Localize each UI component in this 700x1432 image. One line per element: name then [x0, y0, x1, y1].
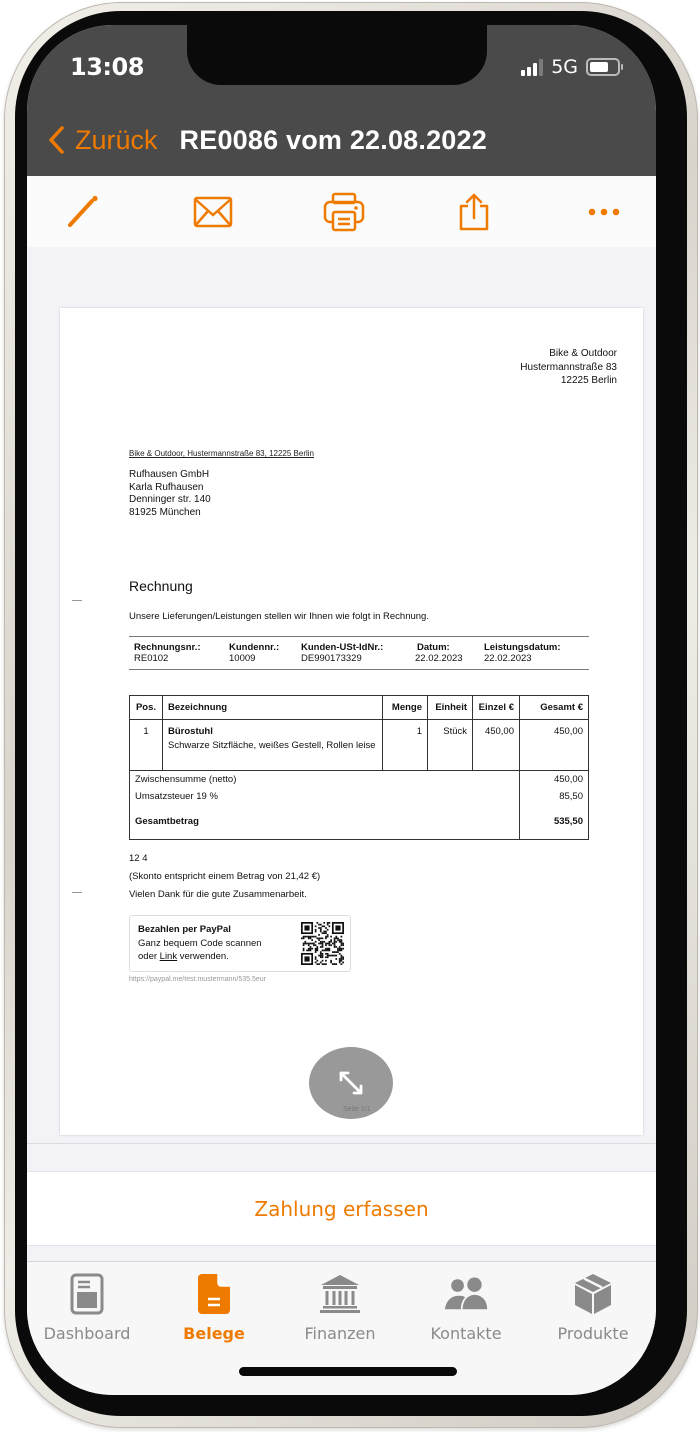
status-time: 13:08 [70, 53, 144, 81]
col-unitprice-header: Einzel € [473, 696, 520, 719]
cell-unit-price: 450,00 [473, 720, 520, 770]
record-payment-button[interactable]: Zahlung erfassen [254, 1196, 429, 1221]
tab-label: Finanzen [304, 1324, 376, 1343]
tab-dashboard[interactable] [27, 1272, 147, 1343]
dashboard-icon [70, 1273, 104, 1315]
tab-produkte[interactable] [533, 1272, 653, 1343]
paypal-title: Bezahlen per PayPal [138, 924, 231, 935]
invoice-meta-table [129, 636, 589, 670]
col-unit-header: Einheit [428, 696, 473, 719]
email-button[interactable] [191, 190, 235, 234]
totals-block [130, 771, 588, 839]
battery-level [590, 62, 608, 72]
meta-service-date: Leistungsdatum: 22.02.2023 [484, 642, 561, 664]
payment-terms: 12 4 [129, 853, 148, 864]
sender-street: Hustermannstraße 83 [520, 361, 617, 373]
tab-label: Belege [183, 1324, 245, 1343]
edit-button[interactable] [61, 190, 105, 234]
fold-mark [72, 600, 82, 601]
document-preview[interactable] [27, 247, 656, 1143]
envelope-icon [193, 196, 233, 228]
battery-icon [586, 58, 620, 76]
cell-total: 450,00 [553, 726, 583, 737]
col-pos-header: Pos. [130, 696, 163, 719]
payment-action-bar [27, 1171, 656, 1246]
chevron-left-icon [47, 125, 65, 155]
pencil-icon [66, 195, 100, 229]
paypal-box: Bezahlen per PayPal Ganz bequem Code scannen oder Link verwenden. [129, 915, 351, 972]
col-desc-header: Bezeichnung [163, 696, 383, 719]
tab-label: Kontakte [430, 1324, 502, 1343]
sender-city: 12225 Berlin [560, 375, 617, 386]
page-indicator: Seite 1/1 [343, 1106, 371, 1113]
subtotal-label: Zwischensumme (netto) [135, 774, 237, 785]
share-button[interactable] [452, 190, 496, 234]
meta-invoice-no: Rechnungsnr.: RE0102 [134, 642, 201, 664]
subtotal-value: 450,00 [553, 774, 583, 785]
intro-text: Unsere Lieferungen/Leistungen stellen wir Ihnen wie folgt in Rechnung. [129, 611, 429, 622]
col-total-header: Gesamt € [540, 702, 583, 713]
home-indicator[interactable] [239, 1367, 457, 1376]
cell-desc [163, 720, 383, 770]
page-title: RE0086 vom 22.08.2022 [179, 124, 487, 155]
tab-kontakte[interactable] [406, 1272, 526, 1343]
vat-value: 85,50 [559, 791, 583, 802]
app-screen [27, 25, 656, 1395]
sender-address [520, 347, 617, 388]
more-icon [587, 207, 621, 217]
fold-mark [72, 892, 82, 893]
notch [187, 25, 487, 85]
thanks-text: Vielen Dank für die gute Zusammenarbeit. [129, 889, 307, 900]
more-button[interactable] [582, 190, 626, 234]
document-toolbar [27, 176, 656, 247]
cell-qty: 1 [383, 720, 428, 770]
items-table [129, 695, 589, 840]
bank-icon [319, 1273, 361, 1315]
grand-total-label: Gesamtbetrag [135, 816, 199, 827]
item-description: Schwarze Sitzfläche, weißes Gestell, Rollen leise [168, 739, 376, 751]
col-qty-header: Menge [383, 696, 428, 719]
recipient-city: 81925 München [129, 506, 201, 518]
print-button[interactable] [322, 190, 366, 234]
share-icon [457, 192, 491, 232]
network-type: 5G [551, 56, 578, 78]
sender-name: Bike & Outdoor [549, 348, 617, 359]
back-button[interactable] [47, 125, 158, 156]
box-icon [573, 1272, 613, 1316]
recipient-person: Karla Rufhausen [129, 481, 204, 493]
back-label: Zurück [75, 124, 158, 155]
items-header-row [130, 696, 588, 720]
paypal-link[interactable]: Link [159, 951, 178, 962]
paypal-line1: Ganz bequem Code scannen [138, 937, 262, 949]
tab-label: Dashboard [43, 1324, 131, 1343]
signal-icon [521, 58, 543, 76]
recipient-street: Denninger str. 140 [129, 494, 211, 505]
document-icon [197, 1273, 231, 1315]
status-indicators [521, 56, 620, 78]
recipient-address [129, 469, 211, 519]
meta-vat-id: Kunden-USt-IdNr.: DE990173329 [301, 642, 384, 664]
tab-belege[interactable] [154, 1272, 274, 1343]
invoice-page [60, 308, 643, 1135]
meta-customer-no: Kundennr.: 10009 [229, 642, 280, 664]
paypal-url: https://paypal.me/test.mustermann/535.5eur [129, 976, 266, 983]
contacts-icon [444, 1274, 488, 1314]
divider [27, 1143, 656, 1144]
tab-finanzen[interactable] [280, 1272, 400, 1343]
expand-arrows-icon [337, 1069, 365, 1097]
vat-label: Umsatzsteuer 19 % [135, 791, 218, 802]
qr-code-icon [301, 922, 344, 965]
skonto-note: (Skonto entspricht einem Betrag von 21,42 €) [129, 871, 321, 882]
printer-icon [323, 192, 365, 232]
recipient-company: Rufhausen GmbH [129, 469, 210, 480]
sender-return-line: Bike & Outdoor, Hustermannstraße 83, 12225 Berlin [129, 449, 314, 458]
item-title: Bürostuhl [168, 726, 213, 737]
tab-label: Produkte [557, 1324, 629, 1343]
document-heading: Rechnung [129, 578, 193, 594]
cell-unit: Stück [428, 720, 473, 770]
meta-date: Datum: 22.02.2023 [415, 642, 463, 664]
table-row [130, 720, 588, 771]
grand-total-value: 535,50 [553, 816, 583, 827]
cell-pos: 1 [130, 720, 163, 770]
